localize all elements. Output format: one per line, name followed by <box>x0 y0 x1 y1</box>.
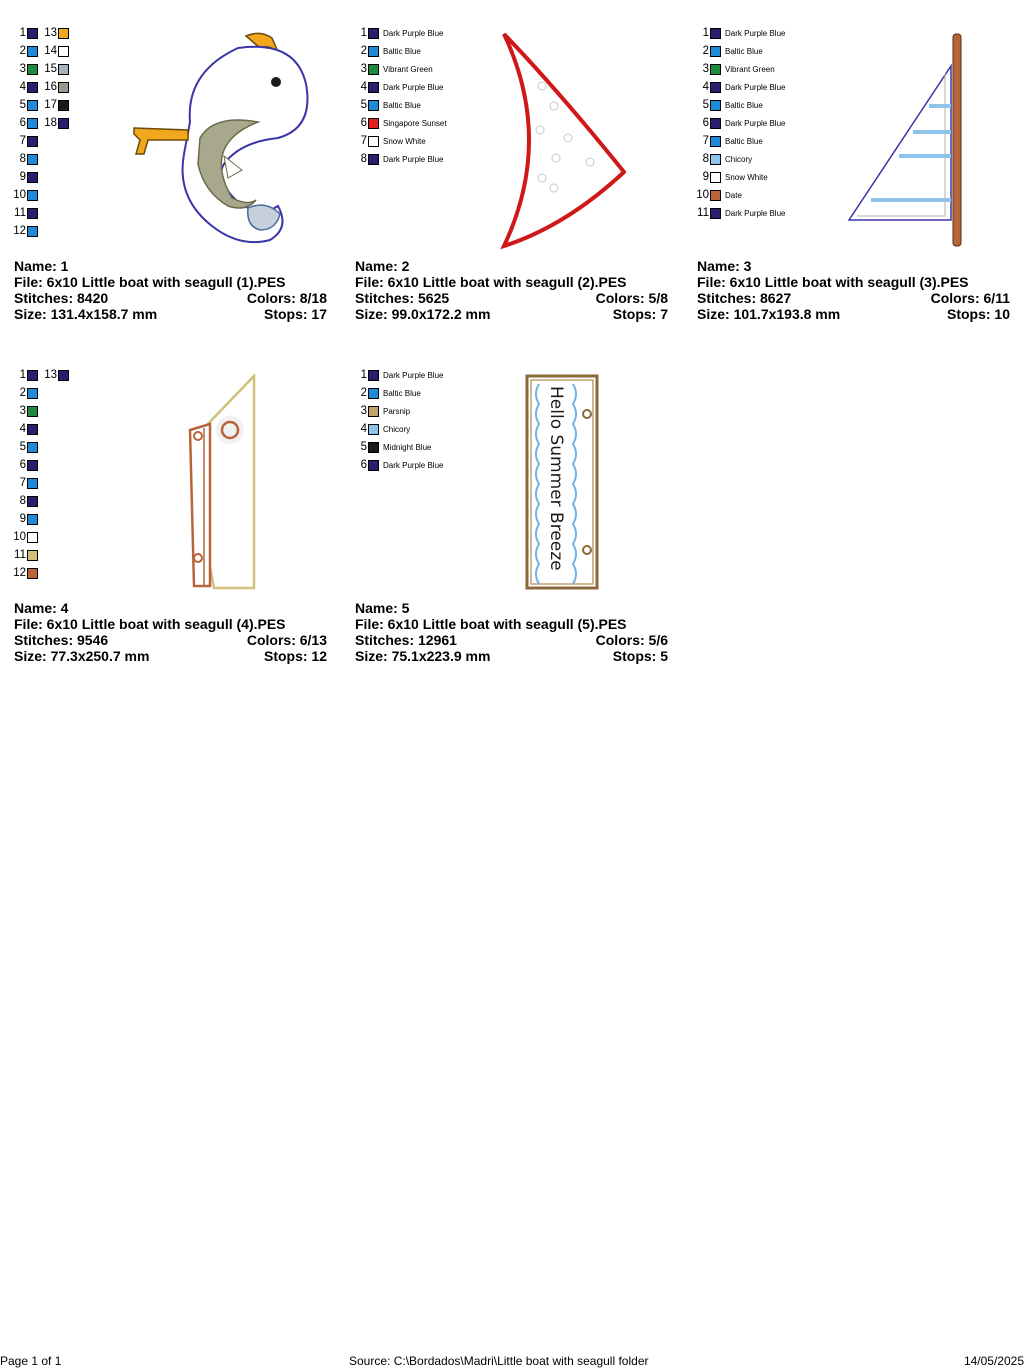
design-colors: Colors: 5/8 <box>595 290 668 306</box>
color-swatch <box>27 136 38 147</box>
color-number: 4 <box>19 81 26 93</box>
print-date: 14/05/2025 <box>963 1354 1024 1368</box>
design-thumbnail[interactable] <box>0 0 320 240</box>
color-swatch <box>710 136 721 147</box>
color-entry <box>341 384 421 402</box>
color-number: 7 <box>19 135 26 147</box>
color-number: 9 <box>19 171 26 183</box>
color-number: 10 <box>13 189 26 201</box>
design-stitches: Stitches: 8627 <box>697 290 792 306</box>
color-name: Baltic Blue <box>725 136 763 146</box>
sign-design-preview <box>525 374 599 590</box>
design-card-2 <box>341 0 668 322</box>
color-number: 11 <box>14 549 26 561</box>
color-number: 2 <box>360 45 367 57</box>
color-swatch <box>368 118 379 129</box>
design-stops: Stops: 7 <box>612 306 668 322</box>
design-stitches: Stitches: 5625 <box>355 290 450 306</box>
color-number: 9 <box>19 513 26 525</box>
color-number: 2 <box>360 387 367 399</box>
design-size: Size: 131.4x158.7 mm <box>14 306 158 322</box>
design-name: Name: 1 <box>14 258 69 274</box>
hull-design-preview <box>184 372 264 592</box>
design-card-3 <box>683 0 1010 322</box>
color-swatch <box>710 28 721 39</box>
color-number: 8 <box>19 495 26 507</box>
color-entry <box>683 132 763 150</box>
sail-design-preview <box>496 30 626 250</box>
design-file: File: 6x10 Little boat with seagull (1).PES <box>14 274 286 290</box>
color-entry <box>0 564 38 582</box>
color-number: 6 <box>360 459 367 471</box>
design-info <box>355 258 668 322</box>
design-card-5 <box>341 342 668 664</box>
design-stitches: Stitches: 9546 <box>14 632 109 648</box>
color-number: 2 <box>702 45 709 57</box>
color-swatch <box>58 64 69 75</box>
design-stops: Stops: 12 <box>263 648 327 664</box>
color-name: Dark Purple Blue <box>383 82 444 92</box>
color-entry <box>341 24 443 42</box>
color-entry <box>683 204 785 222</box>
color-swatch <box>710 64 721 75</box>
color-number: 3 <box>360 63 367 75</box>
design-name: Name: 5 <box>355 600 410 616</box>
color-number: 5 <box>702 99 709 111</box>
design-name: Name: 4 <box>14 600 69 616</box>
color-entry <box>683 150 752 168</box>
color-entry <box>683 186 742 204</box>
color-name: Chicory <box>725 154 753 164</box>
color-entry <box>341 114 447 132</box>
color-entry <box>683 60 775 78</box>
color-entry <box>341 150 443 168</box>
color-entry <box>0 492 38 510</box>
color-number: 1 <box>360 369 367 381</box>
design-size: Size: 99.0x172.2 mm <box>355 306 491 322</box>
color-entry <box>0 150 38 168</box>
color-name: Baltic Blue <box>383 46 421 56</box>
color-name: Dark Purple Blue <box>725 82 786 92</box>
color-swatch <box>27 550 38 561</box>
color-swatch <box>27 478 38 489</box>
design-thumbnail[interactable] <box>341 0 661 240</box>
color-swatch <box>58 28 69 39</box>
color-entry <box>31 96 69 114</box>
color-name: Dark Purple Blue <box>383 370 444 380</box>
color-number: 5 <box>360 441 367 453</box>
color-number: 2 <box>19 45 26 57</box>
color-number: 8 <box>19 153 26 165</box>
color-number: 3 <box>702 63 709 75</box>
color-name: Midnight Blue <box>383 442 432 452</box>
design-stops: Stops: 17 <box>263 306 327 322</box>
color-entry <box>683 96 763 114</box>
color-number: 1 <box>702 27 709 39</box>
color-name: Chicory <box>383 424 411 434</box>
color-number: 4 <box>360 81 367 93</box>
color-swatch <box>710 208 721 219</box>
design-size: Size: 101.7x193.8 mm <box>697 306 841 322</box>
color-swatch <box>27 424 38 435</box>
color-swatch <box>58 82 69 93</box>
color-entry <box>31 24 69 42</box>
color-number: 1 <box>360 27 367 39</box>
color-entry <box>341 60 433 78</box>
color-number: 10 <box>696 189 709 201</box>
color-name: Snow White <box>725 172 768 182</box>
color-swatch <box>368 460 379 471</box>
color-number: 13 <box>44 27 57 39</box>
color-number: 7 <box>702 135 709 147</box>
color-swatch <box>710 172 721 183</box>
color-number: 6 <box>702 117 709 129</box>
color-name: Singapore Sunset <box>383 118 447 128</box>
color-swatch <box>27 496 38 507</box>
color-entry <box>0 204 38 222</box>
color-swatch <box>710 190 721 201</box>
source-path: Source: C:\Bordados\Madri\Little boat with seagull folder <box>349 1354 649 1368</box>
color-swatch <box>368 28 379 39</box>
color-entry <box>341 420 410 438</box>
color-number: 5 <box>360 99 367 111</box>
color-number: 11 <box>14 207 26 219</box>
color-number: 11 <box>697 207 709 219</box>
color-entry <box>0 168 38 186</box>
color-swatch <box>27 406 38 417</box>
color-swatch <box>368 64 379 75</box>
color-swatch <box>368 136 379 147</box>
color-entry <box>683 78 785 96</box>
design-stitches: Stitches: 8420 <box>14 290 109 306</box>
color-swatch <box>710 82 721 93</box>
color-name: Vibrant Green <box>725 64 775 74</box>
color-entry <box>683 24 785 42</box>
color-swatch <box>710 154 721 165</box>
color-number: 4 <box>360 423 367 435</box>
color-number: 9 <box>702 171 709 183</box>
color-name: Baltic Blue <box>725 100 763 110</box>
design-thumbnail[interactable] <box>341 342 661 582</box>
sign-text: Hello Summer Breeze <box>546 386 566 571</box>
design-name: Name: 3 <box>697 258 752 274</box>
color-number: 12 <box>13 225 26 237</box>
color-entry <box>0 222 38 240</box>
color-number: 6 <box>360 117 367 129</box>
color-swatch <box>58 118 69 129</box>
color-swatch <box>368 370 379 381</box>
color-number: 6 <box>19 459 26 471</box>
color-entry <box>341 366 443 384</box>
color-number: 13 <box>44 369 57 381</box>
color-swatch <box>710 118 721 129</box>
color-name: Snow White <box>383 136 426 146</box>
design-size: Size: 75.1x223.9 mm <box>355 648 491 664</box>
color-swatch <box>27 172 38 183</box>
color-swatch <box>27 226 38 237</box>
color-swatch <box>368 442 379 453</box>
design-colors: Colors: 8/18 <box>246 290 327 306</box>
color-number: 5 <box>19 441 26 453</box>
color-name: Date <box>725 190 742 200</box>
color-number: 4 <box>19 423 26 435</box>
design-colors: Colors: 6/13 <box>246 632 327 648</box>
color-swatch <box>368 154 379 165</box>
color-number: 15 <box>44 63 57 75</box>
color-entry <box>683 42 763 60</box>
color-number: 2 <box>19 387 26 399</box>
design-card-1 <box>0 0 327 322</box>
color-number: 3 <box>360 405 367 417</box>
color-entry <box>0 402 38 420</box>
color-swatch <box>27 442 38 453</box>
color-number: 7 <box>19 477 26 489</box>
color-name: Baltic Blue <box>383 100 421 110</box>
color-number: 6 <box>19 117 26 129</box>
color-number: 18 <box>44 117 57 129</box>
design-stitches: Stitches: 12961 <box>355 632 457 648</box>
color-entry <box>341 402 410 420</box>
mast-design-preview <box>843 30 973 250</box>
color-name: Vibrant Green <box>383 64 433 74</box>
color-entry <box>341 438 431 456</box>
color-swatch <box>27 514 38 525</box>
color-swatch <box>58 370 69 381</box>
color-swatch <box>368 82 379 93</box>
color-entry <box>0 546 38 564</box>
color-entry <box>683 168 768 186</box>
color-number: 17 <box>44 99 57 111</box>
color-name: Dark Purple Blue <box>725 28 786 38</box>
design-thumbnail[interactable] <box>0 342 320 582</box>
color-entry <box>0 132 38 150</box>
color-number: 1 <box>19 369 26 381</box>
color-entry <box>341 456 443 474</box>
color-swatch <box>368 406 379 417</box>
color-entry <box>0 438 38 456</box>
color-swatch <box>368 424 379 435</box>
color-number: 1 <box>19 27 26 39</box>
color-entry <box>341 96 421 114</box>
color-swatch <box>58 46 69 57</box>
color-number: 3 <box>19 405 26 417</box>
design-stops: Stops: 10 <box>946 306 1010 322</box>
color-name: Dark Purple Blue <box>383 28 444 38</box>
design-info <box>14 600 327 664</box>
color-swatch <box>27 154 38 165</box>
color-swatch <box>368 100 379 111</box>
color-entry <box>341 78 443 96</box>
color-number: 14 <box>44 45 57 57</box>
color-entry <box>0 456 38 474</box>
color-name: Parsnip <box>383 406 411 416</box>
color-entry <box>341 42 421 60</box>
color-swatch <box>27 532 38 543</box>
color-number: 16 <box>44 81 57 93</box>
color-number: 12 <box>13 567 26 579</box>
design-colors: Colors: 6/11 <box>930 290 1010 306</box>
color-swatch <box>710 46 721 57</box>
color-entry <box>683 114 785 132</box>
color-name: Dark Purple Blue <box>725 118 786 128</box>
color-number: 4 <box>702 81 709 93</box>
design-size: Size: 77.3x250.7 mm <box>14 648 150 664</box>
color-number: 8 <box>360 153 367 165</box>
color-swatch <box>27 460 38 471</box>
design-file: File: 6x10 Little boat with seagull (4).PES <box>14 616 286 632</box>
color-swatch <box>368 388 379 399</box>
color-entry <box>0 528 38 546</box>
color-entry <box>0 384 38 402</box>
color-name: Dark Purple Blue <box>383 460 444 470</box>
color-swatch <box>27 388 38 399</box>
color-swatch <box>27 190 38 201</box>
design-file: File: 6x10 Little boat with seagull (2).PES <box>355 274 627 290</box>
design-thumbnail[interactable] <box>683 0 1003 240</box>
color-entry <box>0 186 38 204</box>
color-number: 3 <box>19 63 26 75</box>
design-info <box>355 600 668 664</box>
color-entry <box>31 114 69 132</box>
color-swatch <box>710 100 721 111</box>
design-info <box>697 258 1010 322</box>
color-swatch <box>27 208 38 219</box>
color-name: Dark Purple Blue <box>383 154 444 164</box>
color-number: 5 <box>19 99 26 111</box>
color-number: 8 <box>702 153 709 165</box>
color-number: 10 <box>13 531 26 543</box>
color-entry <box>0 510 38 528</box>
color-name: Dark Purple Blue <box>725 208 786 218</box>
design-stops: Stops: 5 <box>612 648 668 664</box>
page-number: Page 1 of 1 <box>0 1354 62 1368</box>
design-info <box>14 258 327 322</box>
design-name: Name: 2 <box>355 258 410 274</box>
design-colors: Colors: 5/6 <box>595 632 668 648</box>
color-name: Baltic Blue <box>725 46 763 56</box>
color-entry <box>31 42 69 60</box>
color-swatch <box>27 568 38 579</box>
color-entry <box>0 420 38 438</box>
design-card-4 <box>0 342 327 664</box>
color-entry <box>31 60 69 78</box>
color-entry <box>31 366 69 384</box>
color-entry <box>0 474 38 492</box>
design-file: File: 6x10 Little boat with seagull (3).PES <box>697 274 969 290</box>
color-name: Baltic Blue <box>383 388 421 398</box>
color-entry <box>31 78 69 96</box>
color-entry <box>341 132 426 150</box>
color-number: 7 <box>360 135 367 147</box>
seagull-design-preview <box>128 30 318 250</box>
design-file: File: 6x10 Little boat with seagull (5).PES <box>355 616 627 632</box>
color-swatch <box>368 46 379 57</box>
color-swatch <box>58 100 69 111</box>
